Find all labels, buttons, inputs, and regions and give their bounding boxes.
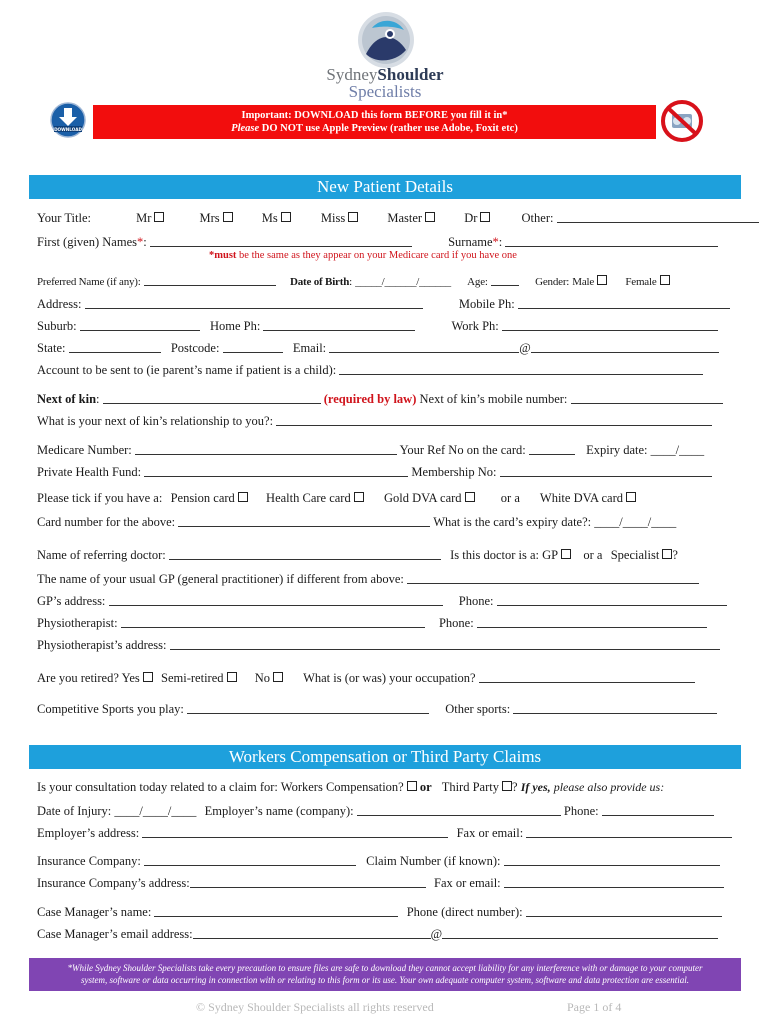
first-names-required: * <box>136 235 144 249</box>
cm-email-at: @ <box>430 927 443 941</box>
other-sports-label: Other sports: <box>445 702 511 716</box>
insurance-fax-field[interactable] <box>504 877 724 888</box>
employer-phone-field[interactable] <box>602 805 714 816</box>
occupation-field[interactable] <box>479 672 695 683</box>
nok-relationship-label: What is your next of kin’s relationship to you?: <box>37 414 274 428</box>
card-number-row <box>37 515 676 530</box>
mr-label: Mr <box>136 211 152 225</box>
specialist-qmark: ? <box>672 548 678 562</box>
insurance-label: Insurance Company: <box>37 854 141 868</box>
employer-address-label: Employer’s address: <box>37 826 140 840</box>
insurance-address-field[interactable] <box>190 877 426 888</box>
must-text: *must <box>209 250 237 261</box>
physio-field[interactable] <box>121 617 425 628</box>
nok-mobile-label: Next of kin’s mobile number: <box>419 392 568 406</box>
banner-line2 <box>93 122 656 135</box>
medicare-note <box>209 250 517 261</box>
gp-address-field[interactable] <box>109 595 443 606</box>
health-fund-row <box>37 465 712 480</box>
occupation-label: What is (or was) your occupation? <box>303 671 476 685</box>
email-at: @ <box>519 341 531 355</box>
employer-address-row <box>37 826 732 841</box>
medicare-label: Medicare Number: <box>37 443 132 457</box>
cm-email-domain-field[interactable] <box>442 928 718 939</box>
cm-email-user-field[interactable] <box>193 928 431 939</box>
download-icon-label: DOWNLOAD <box>54 127 82 132</box>
miss-checkbox[interactable] <box>348 212 358 222</box>
mobile-field[interactable] <box>518 298 730 309</box>
workers-comp-checkbox[interactable] <box>407 781 417 791</box>
card-number-label: Card number for the above: <box>37 515 176 529</box>
retired-row <box>37 671 695 686</box>
gp-label: GP <box>542 548 559 562</box>
work-ph-label: Work Ph: <box>451 319 499 333</box>
yes-label: Yes <box>121 671 140 685</box>
state-label: State: <box>37 341 66 355</box>
or-a-label: or a <box>500 491 520 505</box>
preferred-name-field[interactable] <box>144 275 276 286</box>
nok-mobile-field[interactable] <box>571 393 723 404</box>
referring-field[interactable] <box>169 549 441 560</box>
if-yes-em: If yes, <box>520 780 551 794</box>
surname-required: * <box>492 235 499 249</box>
doctor-is-label: Is this doctor is a: <box>450 548 540 562</box>
first-names-colon: : <box>143 235 147 249</box>
gp-address-label: GP’s address: <box>37 594 106 608</box>
semi-label: Semi-retired <box>161 671 224 685</box>
dr-checkbox[interactable] <box>480 212 490 222</box>
cm-email-label: Case Manager’s email address: <box>37 927 193 941</box>
section-header-workers-comp: Workers Compensation or Third Party Claims <box>29 745 741 769</box>
state-row <box>37 341 719 356</box>
must-rest-text: be the same as they appear on your Medicare card if you have one <box>236 250 517 261</box>
email-user-field[interactable] <box>329 342 519 353</box>
email-label: Email: <box>292 341 327 355</box>
no-label: No <box>254 671 271 685</box>
state-field[interactable] <box>69 342 161 353</box>
phone-direct-field[interactable] <box>526 906 722 917</box>
nok-relationship-field[interactable] <box>276 415 712 426</box>
banner-please: Please <box>231 123 260 134</box>
physio-address-field[interactable] <box>170 639 720 650</box>
insurance-address-label: Insurance Company’s address: <box>37 876 190 890</box>
preferred-name-label: Preferred Name (if any): <box>37 276 141 288</box>
claim-question: Is your consultation today related to a claim for: Workers Compensation? <box>37 780 404 794</box>
footer-copyright: © Sydney Shoulder Specialists all rights reserved <box>196 1000 434 1014</box>
account-row <box>37 363 703 378</box>
gold-dva-label: Gold DVA card <box>383 491 462 505</box>
employer-field[interactable] <box>357 805 561 816</box>
master-checkbox[interactable] <box>425 212 435 222</box>
membership-field[interactable] <box>500 466 712 477</box>
if-yes-text: please also provide us: <box>550 780 665 794</box>
liability-notice <box>29 958 741 991</box>
other-sports-field[interactable] <box>513 703 717 714</box>
physio-row <box>37 616 707 631</box>
claim-row <box>37 780 664 795</box>
or-a2-label: or a <box>583 548 603 562</box>
postcode-field[interactable] <box>223 342 283 353</box>
suburb-field[interactable] <box>80 320 200 331</box>
medicare-row <box>37 443 704 458</box>
injury-row <box>37 804 714 819</box>
required-by-law: (required by law) <box>323 392 417 406</box>
logo-brand-prefix: Sydney <box>326 65 378 84</box>
home-ph-field[interactable] <box>263 320 415 331</box>
usual-gp-label: The name of your usual GP (general practitioner) if different from above: <box>37 572 404 586</box>
notice-line1: *While Sydney Shoulder Specialists take every precaution to ensure files are safe to download they cannot accept liability for any interference with or damage to your computer <box>67 963 703 973</box>
employer-address-field[interactable] <box>142 827 448 838</box>
medicare-field[interactable] <box>135 444 397 455</box>
physio-phone-field[interactable] <box>477 617 707 628</box>
sports-row <box>37 702 717 717</box>
notice-line2: system, software or data occurring in connection with or relating to this form or its use. Your own adequate computer system, software and data protection are essential. <box>81 975 689 985</box>
doi-label: Date of Injury: <box>37 804 112 818</box>
email-domain-field[interactable] <box>531 342 719 353</box>
or-label: or <box>419 780 432 794</box>
card-expiry-label: What is the card’s expiry date?: <box>433 515 592 529</box>
dob-label: Date of Birth <box>290 276 350 288</box>
work-ph-field[interactable] <box>502 320 718 331</box>
mrs-label: Mrs <box>199 211 220 225</box>
male-checkbox[interactable] <box>597 275 607 285</box>
expiry-field[interactable]: ____/____ <box>650 443 705 457</box>
next-of-kin-label: Next of kin <box>37 392 97 406</box>
employer-label: Employer’s name (company): <box>204 804 354 818</box>
age-field[interactable] <box>491 275 519 286</box>
no-checkbox[interactable] <box>273 672 283 682</box>
male-label: Male <box>572 276 595 288</box>
first-names-label: First (given) Names <box>37 235 137 249</box>
gp-address-row <box>37 594 727 609</box>
other-title-label: Other: <box>521 211 554 225</box>
logo-brand-bold: Shoulder <box>377 65 444 84</box>
mobile-label: Mobile Ph: <box>458 297 515 311</box>
names-row <box>37 235 718 250</box>
mrs-checkbox[interactable] <box>223 212 233 222</box>
dr-label: Dr <box>464 211 478 225</box>
section-header-new-patient: New Patient Details <box>29 175 741 199</box>
surname-label: Surname <box>448 235 493 249</box>
claim-number-label: Claim Number (if known): <box>366 854 501 868</box>
card-expiry-field[interactable]: ____/____/____ <box>594 515 677 529</box>
referring-label: Name of referring doctor: <box>37 548 166 562</box>
physio-address-label: Physiotherapist’s address: <box>37 638 167 652</box>
case-manager-row <box>37 905 722 920</box>
yes-checkbox[interactable] <box>143 672 153 682</box>
next-of-kin-row <box>37 392 723 407</box>
gp-phone-label: Phone: <box>458 594 494 608</box>
dob-field[interactable]: _____/______/______ <box>355 276 451 288</box>
insurance-field[interactable] <box>144 855 356 866</box>
referring-row <box>37 548 678 563</box>
banner-line1: Important: DOWNLOAD this form BEFORE you fill it in* <box>241 110 508 121</box>
gender-label: Gender: <box>535 276 570 288</box>
sports-field[interactable] <box>187 703 429 714</box>
gold-dva-checkbox[interactable] <box>465 492 475 502</box>
phf-field[interactable] <box>144 466 408 477</box>
physio-phone-label: Phone: <box>438 616 474 630</box>
card-number-field[interactable] <box>178 516 430 527</box>
account-field[interactable] <box>339 364 703 375</box>
case-manager-field[interactable] <box>154 906 398 917</box>
sydney-shoulder-logo-icon <box>356 10 416 70</box>
physio-address-row <box>37 638 720 653</box>
next-of-kin-colon: : <box>96 392 100 406</box>
phone-direct-label: Phone (direct number): <box>406 905 523 919</box>
usual-gp-row <box>37 572 699 587</box>
pension-checkbox[interactable] <box>238 492 248 502</box>
next-of-kin-field[interactable] <box>103 393 321 404</box>
concession-row <box>37 491 636 506</box>
claim-number-field[interactable] <box>504 855 720 866</box>
membership-label: Membership No: <box>411 465 497 479</box>
semi-checkbox[interactable] <box>227 672 237 682</box>
surname-field[interactable] <box>505 236 718 247</box>
cm-email-row <box>37 927 718 942</box>
banner-line2-text: DO NOT use Apple Preview (rather use Adobe, Foxit etc) <box>259 123 518 134</box>
preferred-row <box>37 274 670 290</box>
case-manager-label: Case Manager’s name: <box>37 905 152 919</box>
your-ref-label: Your Ref No on the card: <box>399 443 526 457</box>
ms-label: Ms <box>261 211 278 225</box>
white-dva-checkbox[interactable] <box>626 492 636 502</box>
title-row <box>37 211 759 226</box>
logo-brand-sub: Specialists <box>348 82 422 101</box>
white-dva-label: White DVA card <box>539 491 623 505</box>
suburb-row <box>37 319 718 334</box>
home-ph-label: Home Ph: <box>209 319 261 333</box>
third-party-label: Third Party <box>441 780 499 794</box>
specialist-label: Specialist <box>610 548 660 562</box>
suburb-label: Suburb: <box>37 319 77 333</box>
no-apple-preview-icon <box>659 100 705 142</box>
address-row <box>37 297 730 312</box>
surname-colon: : <box>498 235 503 249</box>
physio-label: Physiotherapist: <box>37 616 118 630</box>
female-checkbox[interactable] <box>660 275 670 285</box>
nok-relationship-row <box>37 414 712 429</box>
other-title-field[interactable] <box>557 212 759 223</box>
usual-gp-field[interactable] <box>407 573 699 584</box>
your-title-label: Your Title: <box>37 211 91 225</box>
master-label: Master <box>387 211 423 225</box>
first-names-field[interactable] <box>150 236 412 247</box>
expiry-label: Expiry date: <box>586 443 648 457</box>
pension-label: Pension card <box>170 491 235 505</box>
gp-phone-field[interactable] <box>497 595 727 606</box>
insurance-row <box>37 854 720 869</box>
your-ref-field[interactable] <box>529 444 575 455</box>
health-care-checkbox[interactable] <box>354 492 364 502</box>
address-field[interactable] <box>85 298 423 309</box>
logo-wordmark <box>320 66 450 100</box>
footer-page-number: Page 1 of 4 <box>567 1000 622 1014</box>
health-care-label: Health Care card <box>266 491 351 505</box>
insurance-fax-label: Fax or email: <box>434 876 501 890</box>
address-label: Address: <box>37 297 82 311</box>
account-label: Account to be sent to (ie parent’s name if patient is a child): <box>37 363 337 377</box>
postcode-label: Postcode: <box>170 341 220 355</box>
third-party-qmark: ? <box>512 780 518 794</box>
dob-colon: : <box>349 276 352 288</box>
ms-checkbox[interactable] <box>281 212 291 222</box>
employer-phone-label: Phone: <box>563 804 599 818</box>
female-label: Female <box>625 276 657 288</box>
download-icon <box>50 102 86 138</box>
miss-label: Miss <box>320 211 346 225</box>
doi-field[interactable]: ____/____/____ <box>114 804 197 818</box>
employer-fax-label: Fax or email: <box>456 826 524 840</box>
gp-checkbox[interactable] <box>561 549 571 559</box>
retired-label: Are you retired? <box>37 671 119 685</box>
specialist-checkbox[interactable] <box>662 549 672 559</box>
age-label: Age: <box>467 276 488 288</box>
tick-if-label: Please tick if you have a: <box>37 491 163 505</box>
sports-label: Competitive Sports you play: <box>37 702 184 716</box>
mr-checkbox[interactable] <box>154 212 164 222</box>
third-party-checkbox[interactable] <box>502 781 512 791</box>
phf-label: Private Health Fund: <box>37 465 142 479</box>
important-banner <box>93 105 656 139</box>
employer-fax-field[interactable] <box>526 827 732 838</box>
insurance-address-row <box>37 876 724 891</box>
